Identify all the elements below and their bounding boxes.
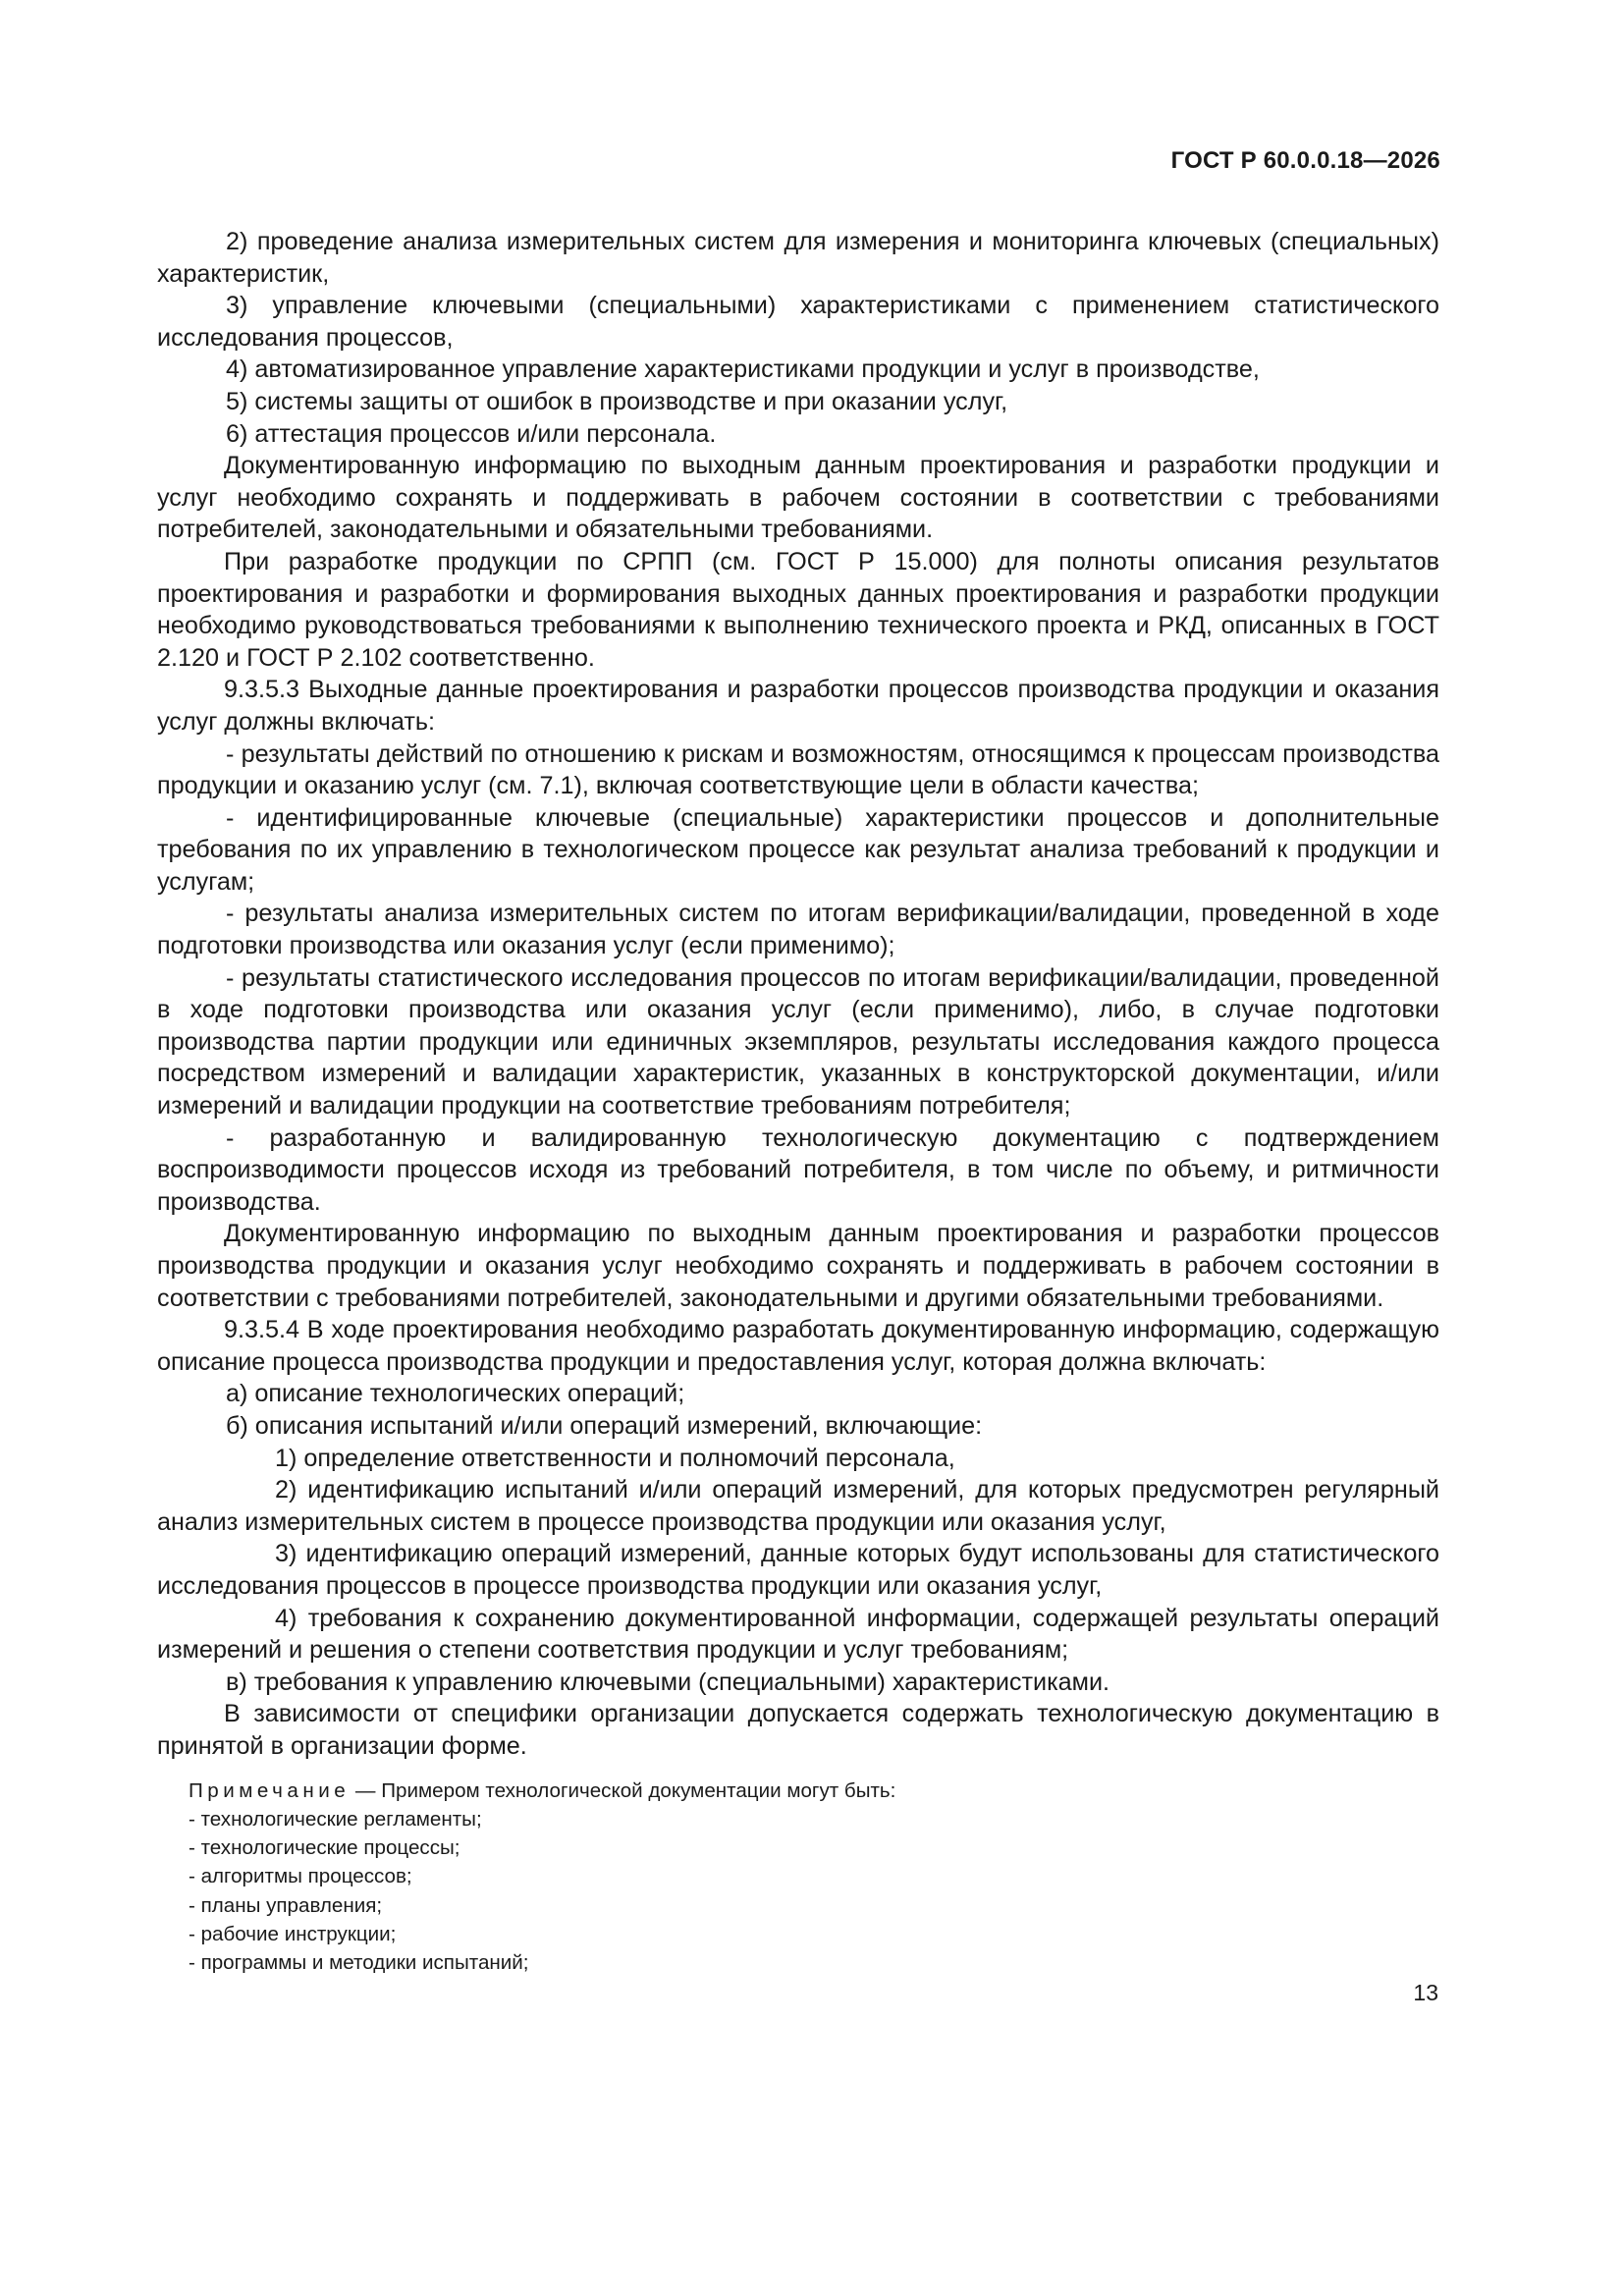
list-item-top-5: 5) системы защиты от ошибок в производстве и при оказании услуг,: [226, 387, 1008, 415]
dash-item-5: - разработанную и валидированную технологическую документацию с подтверждением воспроизводимости процессов исходя из требований потребителя, в том числе по объему, и ритмичности производства.: [157, 1123, 1439, 1216]
note-item-2: - технологические процессы;: [189, 1836, 460, 1860]
note-block: [157, 1777, 1439, 1978]
note-item-1: - технологические регламенты;: [189, 1807, 482, 1831]
note-item-3: - алгоритмы процессов;: [189, 1865, 412, 1888]
list-item-top-6: 6) аттестация процессов и/или персонала.: [226, 419, 717, 448]
document-number-header: ГОСТ Р 60.0.0.18—2026: [1170, 147, 1440, 174]
paragraph-closing: В зависимости от специфики организации допускается содержать технологическую документацию в принятой в организации форме.: [157, 1700, 1439, 1760]
page-number: 13: [1413, 1980, 1438, 2005]
paragraph-process-output-info: Документированную информацию по выходным данным проектирования и разработки процессов производства продукции и оказания услуг необходимо сохранять и поддерживать в рабочем состоянии в соответствии с требованиями потребителей, законодательными и другими обязательными требованиями.: [157, 1220, 1439, 1312]
sub-item-4: 4) требования к сохранению документированной информации, содержащей результаты операций измерений и решения о степени соответствия продукции и услуг требованиям;: [157, 1604, 1439, 1665]
sub-item-2: 2) идентификацию испытаний и/или операций измерений, для которых предусмотрен регулярный анализ измерительных систем в процессе производства продукции или оказания услуг,: [157, 1476, 1439, 1536]
list-item-top-2: 2) проведение анализа измерительных систем для измерения и мониторинга ключевых (специальных) характеристик,: [157, 228, 1439, 288]
note-item-6: - программы и методики испытаний;: [189, 1951, 529, 1975]
document-body: [157, 226, 1439, 1978]
list-item-top-3: 3) управление ключевыми (специальными) характеристиками с применением статистического исследования процессов,: [157, 292, 1439, 352]
note-item-5: - рабочие инструкции;: [189, 1922, 397, 1945]
list-item-top-4: 4) автоматизированное управление характеристиками продукции и услуг в производстве,: [226, 355, 1260, 384]
dash-item-2: - идентифицированные ключевые (специальные) характеристики процессов и дополнительные требования по их управлению в технологическом процессе как результат анализа требований к продукции и услугам;: [157, 803, 1439, 896]
paragraph-9-3-5-4: 9.3.5.4 В ходе проектирования необходимо разработать документированную информацию, содержащую описание процесса производства продукции и предоставления услуг, которая должна включать:: [157, 1316, 1439, 1376]
dash-item-1: - результаты действий по отношению к рискам и возможностям, относящимся к процессам производства продукции и оказанию услуг (см. 7.1), включая соответствующие цели в области качества;: [157, 739, 1439, 800]
note-text: — Примером технологической документации могут быть:: [350, 1778, 896, 1802]
paragraph-9-3-5-3: 9.3.5.3 Выходные данные проектирования и разработки процессов производства продукции и оказания услуг должны включать:: [157, 676, 1439, 736]
note-item-4: - планы управления;: [189, 1893, 383, 1917]
letter-item-a: а) описание технологических операций;: [226, 1380, 685, 1408]
letter-item-b: б) описания испытаний и/или операций измерений, включающие:: [226, 1411, 983, 1440]
paragraph-srpp: При разработке продукции по СРПП (см. ГОСТ Р 15.000) для полноты описания результатов проектирования и разработки и формирования выходных данных проектирования и разработки продукции необходимо руководствоваться требованиями к выполнению технического проекта и РКД, описанных в ГОСТ 2.120 и ГОСТ Р 2.102 соответственно.: [157, 547, 1439, 672]
dash-item-4: - результаты статистического исследования процессов по итогам верификации/валидации, проведенной в ходе подготовки производства или оказания услуг (если применимо), либо, в случае подготовки производства партии продукции или единичных экземпляров, результаты исследования каждого процесса посредством измерений и валидации характеристик, указанных в конструкторской документации, и/или измерений и валидации продукции на соответствие требованиям потребителя;: [157, 963, 1439, 1121]
sub-item-3: 3) идентификацию операций измерений, данные которых будут использованы для статистического исследования процессов в процессе производства продукции или оказания услуг,: [157, 1540, 1439, 1600]
note-label: Примечание: [189, 1778, 351, 1802]
paragraph-output-info: Документированную информацию по выходным данным проектирования и разработки продукции и услуг необходимо сохранять и поддерживать в рабочем состоянии в соответствии с требованиями потребителей, законодательными и обязательными требованиями.: [157, 452, 1439, 544]
dash-item-3: - результаты анализа измерительных систем по итогам верификации/валидации, проведенной в ходе подготовки производства или оказания услуг (если применимо);: [157, 900, 1439, 960]
note-heading: [157, 1777, 1439, 1805]
sub-item-1: 1) определение ответственности и полномочий персонала,: [275, 1444, 955, 1472]
letter-item-c: в) требования к управлению ключевыми (специальными) характеристиками.: [226, 1667, 1110, 1696]
